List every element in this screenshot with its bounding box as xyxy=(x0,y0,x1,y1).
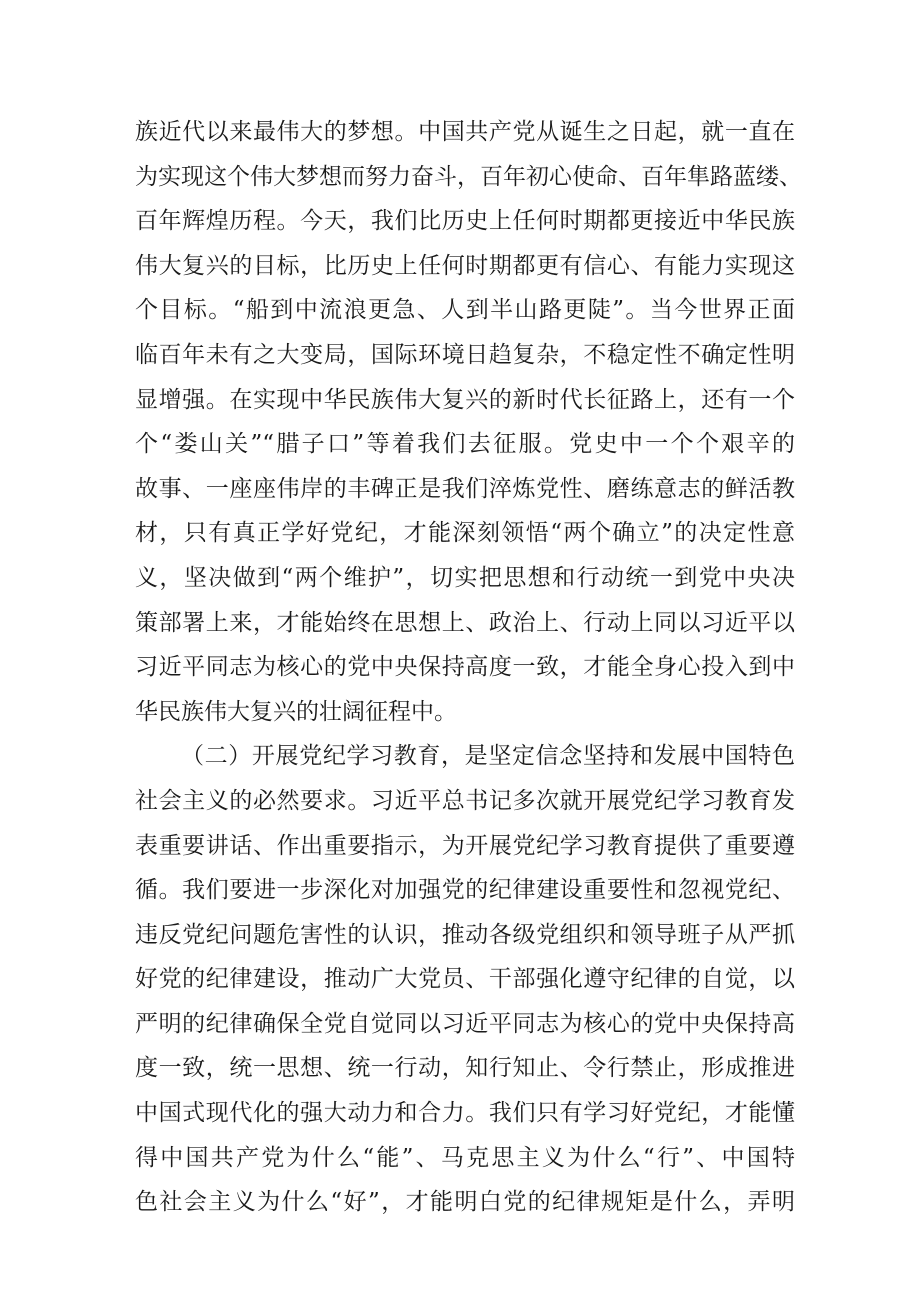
text-line: 临百年未有之大变局，国际环境日趋复杂，不稳定性不确定性明 xyxy=(135,341,795,368)
text-line: 循。我们要进一步深化对加强党的纪律建设重要性和忽视党纪、 xyxy=(135,877,795,904)
text-line: 策部署上来，才能始终在思想上、政治上、行动上同以习近平以 xyxy=(135,609,795,636)
text-line: 中国式现代化的强大动力和合力。我们只有学习好党纪，才能懂 xyxy=(135,1100,795,1127)
text-line: 为实现这个伟大梦想而努力奋斗，百年初心使命、百年隼路蓝缕、 xyxy=(135,163,802,190)
paragraph-1 xyxy=(135,110,802,734)
text-line: 度一致，统一思想、统一行动，知行知止、令行禁止，形成推进 xyxy=(135,1055,795,1082)
text-line: 个目标。“船到中流浪更急、人到半山路更陡”。当今世界正面 xyxy=(135,297,795,324)
body-text xyxy=(135,110,802,1225)
text-line: 材，只有真正学好党纪，才能深刻领悟“两个确立”的决定性意 xyxy=(135,520,795,547)
text-line: 严明的纪律确保全党自觉同以习近平同志为核心的党中央保持高 xyxy=(135,1010,795,1037)
paragraph-2 xyxy=(135,734,795,1225)
text-line: 表重要讲话、作出重要指示，为开展党纪学习教育提供了重要遵 xyxy=(135,832,795,859)
text-line: 伟大复兴的目标，比历史上任何时期都更有信心、有能力实现这 xyxy=(135,252,795,279)
text-line: 显增强。在实现中华民族伟大复兴的新时代长征路上，还有一个 xyxy=(135,386,795,413)
text-line: 故事、一座座伟岸的丰碑正是我们淬炼党性、磨练意志的鲜活教 xyxy=(135,475,795,502)
text-line: 色社会主义为什么“好”，才能明白党的纪律规矩是什么，弄明 xyxy=(135,1189,795,1216)
text-line: 好党的纪律建设，推动广大党员、干部强化遵守纪律的自觉，以 xyxy=(135,966,795,993)
text-line: 违反党纪问题危害性的认识，推动各级党组织和领导班子从严抓 xyxy=(135,921,795,948)
text-line: 习近平同志为核心的党中央保持高度一致，才能全身心投入到中 xyxy=(135,654,795,681)
text-line: 个“娄山关”“腊子口”等着我们去征服。党史中一个个艰辛的 xyxy=(135,431,795,458)
text-line: （二）开展党纪学习教育，是坚定信念坚持和发展中国特色 xyxy=(181,743,795,770)
text-line: 百年辉煌历程。今天，我们比历史上任何时期都更接近中华民族 xyxy=(135,208,795,235)
text-line: 华民族伟大复兴的壮阔征程中。 xyxy=(135,698,457,725)
text-line: 义，坚决做到“两个维护”，切实把思想和行动统一到党中央决 xyxy=(135,564,795,591)
text-line: 社会主义的必然要求。习近平总书记多次就开展党纪学习教育发 xyxy=(135,787,795,814)
text-line: 族近代以来最伟大的梦想。中国共产党从诞生之日起，就一直在 xyxy=(135,119,795,145)
text-line: 得中国共产党为什么“能”、马克思主义为什么“行”、中国特 xyxy=(135,1144,795,1171)
